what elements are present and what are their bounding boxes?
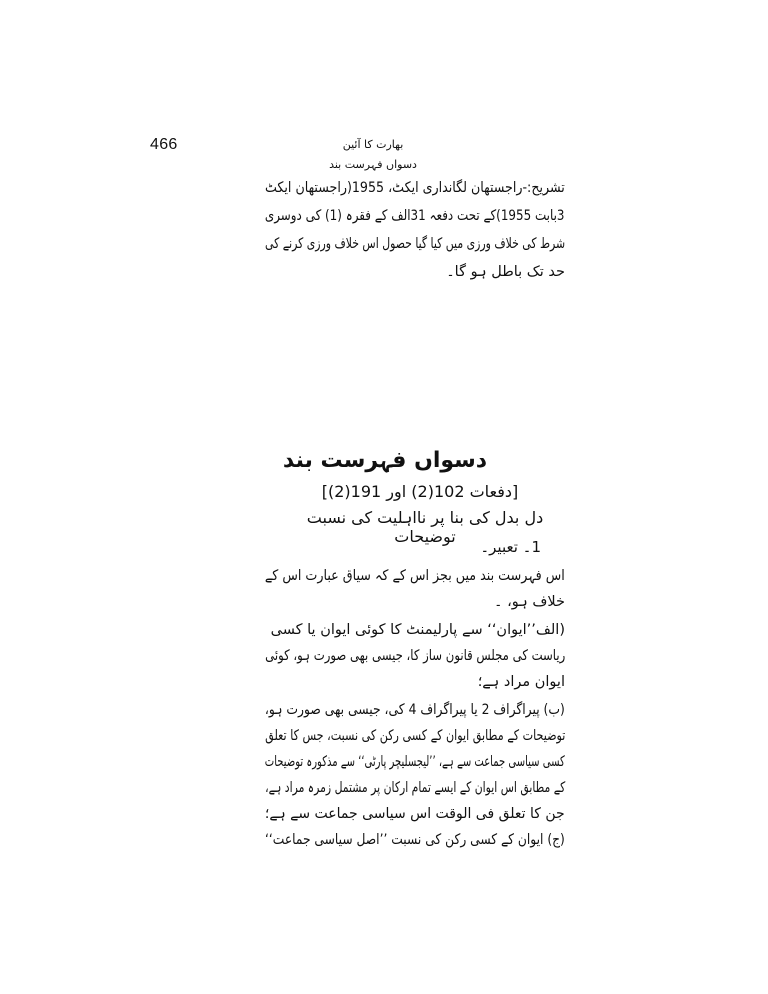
body-line: (ج) ایوان کے کسی رکن کی نسبت ’’اصل سیاسی جماعت‘‘ bbox=[265, 832, 565, 848]
explanation-paragraph bbox=[265, 180, 565, 290]
body-line: ایوان مراد ہے؛ bbox=[477, 674, 565, 690]
body-line: خلاف ہو، ۔ bbox=[493, 594, 565, 610]
definitions-body bbox=[265, 568, 565, 858]
body-line: توضیحات کے مطابق ایوان کے کسی رکن کی نسبت، جس کا تعلق bbox=[264, 728, 565, 744]
explanation-line: حد تک باطل ہو گا۔ bbox=[446, 264, 565, 280]
body-line: ریاست کی مجلس قانون ساز کا، جیسی بھی صورت ہو، کوئی bbox=[264, 648, 565, 664]
explanation-line: تشریح:-راجستھان لگانداری ایکٹ، 1955(راجستھان ایکٹ bbox=[265, 180, 565, 196]
running-head-subtitle: دسواں فہرست بند bbox=[329, 158, 417, 171]
body-line: (ب) پیراگراف 2 یا پیراگراف 4 کی، جیسی بھی صورت ہو، bbox=[265, 702, 565, 718]
body-line: (الف’’ایوان‘‘ سے پارلیمنٹ کا کوئی ایوان یا کسی bbox=[270, 622, 565, 638]
section-heading: 1۔ تعبیر۔ bbox=[480, 538, 541, 556]
running-head-title: بھارت کا آئین bbox=[342, 138, 404, 151]
body-line: کے مطابق اس ایوان کے ایسے تمام ارکان پر مشتمل زمرہ مراد ہے، bbox=[264, 780, 565, 796]
schedule-articles: [دفعات 102(2) اور 191(2)] bbox=[321, 482, 519, 501]
explanation-line: شرط کی خلاف ورزی میں کیا گیا حصول اس خلاف ورزی کرنے کی bbox=[264, 236, 565, 252]
body-line: جن کا تعلق فی الوقت اس سیاسی جماعت سے ہے؛ bbox=[265, 806, 565, 822]
schedule-subtitle: دل بدل کی بنا پر نااہلیت کی نسبت توضیحات bbox=[306, 508, 544, 546]
schedule-title: دسواں فہرست بند bbox=[282, 448, 488, 473]
body-line: اس فہرست بند میں بجز اس کے کہ سیاق عبارت اس کے bbox=[265, 568, 565, 584]
body-line: کسی سیاسی جماعت سے ہے، ’’لیجسلیچر پارٹی‘‘ سے مذکورہ توضیحات bbox=[265, 754, 565, 770]
explanation-line: 3بابت 1955)کے تحت دفعہ 31الف کے فقرہ (1) کی دوسری bbox=[265, 208, 565, 224]
page-number: 466 bbox=[150, 136, 178, 153]
